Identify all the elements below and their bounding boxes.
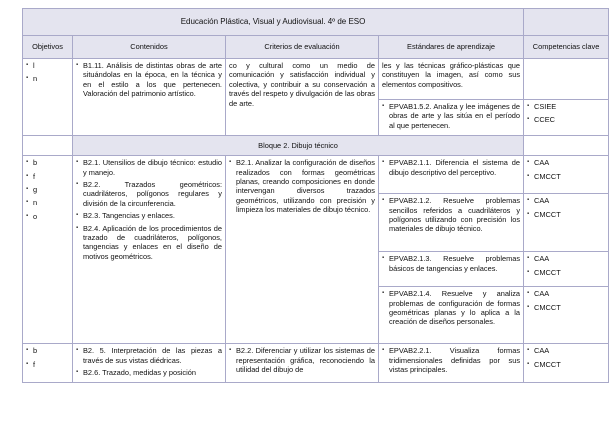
estandar-cell [379,194,524,252]
contenidos-cell [73,59,226,136]
estandar-item: ▪ EPVAB2.1.1. Diferencia el sistema de dibujo descriptivo del perceptivo. [382,158,520,177]
header-competencias: Competencias clave [524,36,609,59]
estandar-item: ▪ EPVAB2.1.4. Resuelve y analiza problemas de configuración de formas geométricas planas y lo aplica a la creación de diseños personales. [382,289,520,327]
table-title: Educación Plástica, Visual y Audiovisual. 4º de ESO [23,9,524,36]
estandar-item: ▪ EPVAB1.5.2. Analiza y lee imágenes de obras de arte y las sitúa en el período al que pertenecen. [382,102,520,130]
objetivos-cell [23,59,73,136]
competencia-item: ▪ CMCCT [527,360,605,369]
contenido-item: ▪ B2. 5. Interpretación de las piezas a través de sus vistas diédricas. [76,346,222,365]
estandar-item: ▪ EPVAB2.2.1. Visualiza formas tridimensionales definidas por sus vistas principales. [382,346,520,374]
title-row [23,9,609,36]
competencia-item: ▪ CAA [527,196,605,205]
objetivo-item: ▪ o [26,212,69,221]
estandar-cell [379,100,524,136]
contenido-item: ▪ B2.3. Tangencias y enlaces. [76,211,222,220]
block-heading-row [23,136,609,156]
objetivos-cell [23,344,73,383]
table-row [23,156,609,194]
estandar-cell [379,156,524,194]
table-row [23,344,609,383]
table-row [23,59,609,100]
block-heading-filler [524,136,609,156]
criterio-item: ▪ B2.2. Diferenciar y utilizar los sistemas de representación gráfica, reconociendo la utilidad del dibujo de [229,346,375,374]
contenidos-cell [73,344,226,383]
block-heading-spacer [23,136,73,156]
objetivo-item: ▪ l [26,61,69,70]
contenidos-cell [73,156,226,344]
objetivo-item: ▪ b [26,158,69,167]
contenido-item: ▪ B2.6. Trazado, medidas y posición [76,368,222,377]
competencia-item: ▪ CMCCT [527,210,605,219]
header-objetivos: Objetivos [23,36,73,59]
competencia-item: ▪ CAA [527,158,605,167]
curriculum-table [22,8,609,383]
objetivo-item: ▪ g [26,185,69,194]
estandar-cell [379,252,524,287]
contenido-item: ▪ B2.1. Utensilios de dibujo técnico: estudio y manejo. [76,158,222,177]
estandar-cell [379,287,524,344]
competencias-cell [524,194,609,252]
criterio-cell [226,344,379,383]
estandar-item: ▪ EPVAB2.1.2. Resuelve problemas sencillos referidos a cuadriláteros y polígonos utilizando con precisión los materiales de dibujo técnico. [382,196,520,234]
competencia-item: ▪ CAA [527,254,605,263]
header-row [23,36,609,59]
competencia-item: ▪ CMCCT [527,303,605,312]
criterio-item: ▪ B2.1. Analizar la configuración de diseños realizados con formas geométricas planas, creando composiciones en donde intervengan diversos trazados geométricos, utilizando con precisión y limpieza los materiales de dibujo técnico. [229,158,375,214]
contenido-item: ▪ B2.4. Aplicación de los procedimientos de trazado de cuadriláteros, polígonos, tangencias y enlaces en el diseño de motivos geométricos. [76,224,222,262]
competencia-item: ▪ CAA [527,346,605,355]
competencia-item: ▪ CMCCT [527,172,605,181]
competencia-item: ▪ CAA [527,289,605,298]
objetivo-item: ▪ b [26,346,69,355]
header-contenidos: Contenidos [73,36,226,59]
competencias-cell [524,344,609,383]
criterio-cell [226,59,379,136]
criterio-cell [226,156,379,344]
objetivo-item: ▪ n [26,198,69,207]
competencias-cell [524,156,609,194]
header-criterios: Criterios de evaluación [226,36,379,59]
estandar-item: ▪ EPVAB2.1.3. Resuelve problemas básicos de tangencias y enlaces. [382,254,520,273]
block-title: Bloque 2. Dibujo técnico [73,136,524,156]
objetivo-item: ▪ f [26,360,69,369]
header-estandares: Estándares de aprendizaje [379,36,524,59]
title-row-filler [524,9,609,36]
estandar-cell [379,59,524,100]
competencias-cell [524,252,609,287]
objetivo-item: ▪ n [26,74,69,83]
estandar-text: les y las técnicas gráfico-plásticas que constituyen la imagen, así como sus elementos compositivos. [382,61,521,89]
competencia-item: ▪ CCEC [527,115,605,124]
competencias-cell [524,59,609,100]
competencias-cell [524,100,609,136]
competencia-item: ▪ CSIEE [527,102,605,111]
estandar-cell [379,344,524,383]
competencia-item: ▪ CMCCT [527,268,605,277]
contenido-item: ▪ B2.2. Trazados geométricos: cuadriláteros, polígonos regulares y división de la circunferencia. [76,180,222,208]
objetivos-cell [23,156,73,344]
contenido-item: ▪ B1.11. Análisis de distintas obras de arte situándolas en la época, en la técnica y en el estilo a los que pertenecen. Valoración del patrimonio artístico. [76,61,222,99]
objetivo-item: ▪ f [26,172,69,181]
competencias-cell [524,287,609,344]
criterio-text: co y cultural como un medio de comunicación y satisfacción individual y colectiva, y contribuir a su conservación a través del respeto y divulgación de las obras de arte. [229,61,375,108]
